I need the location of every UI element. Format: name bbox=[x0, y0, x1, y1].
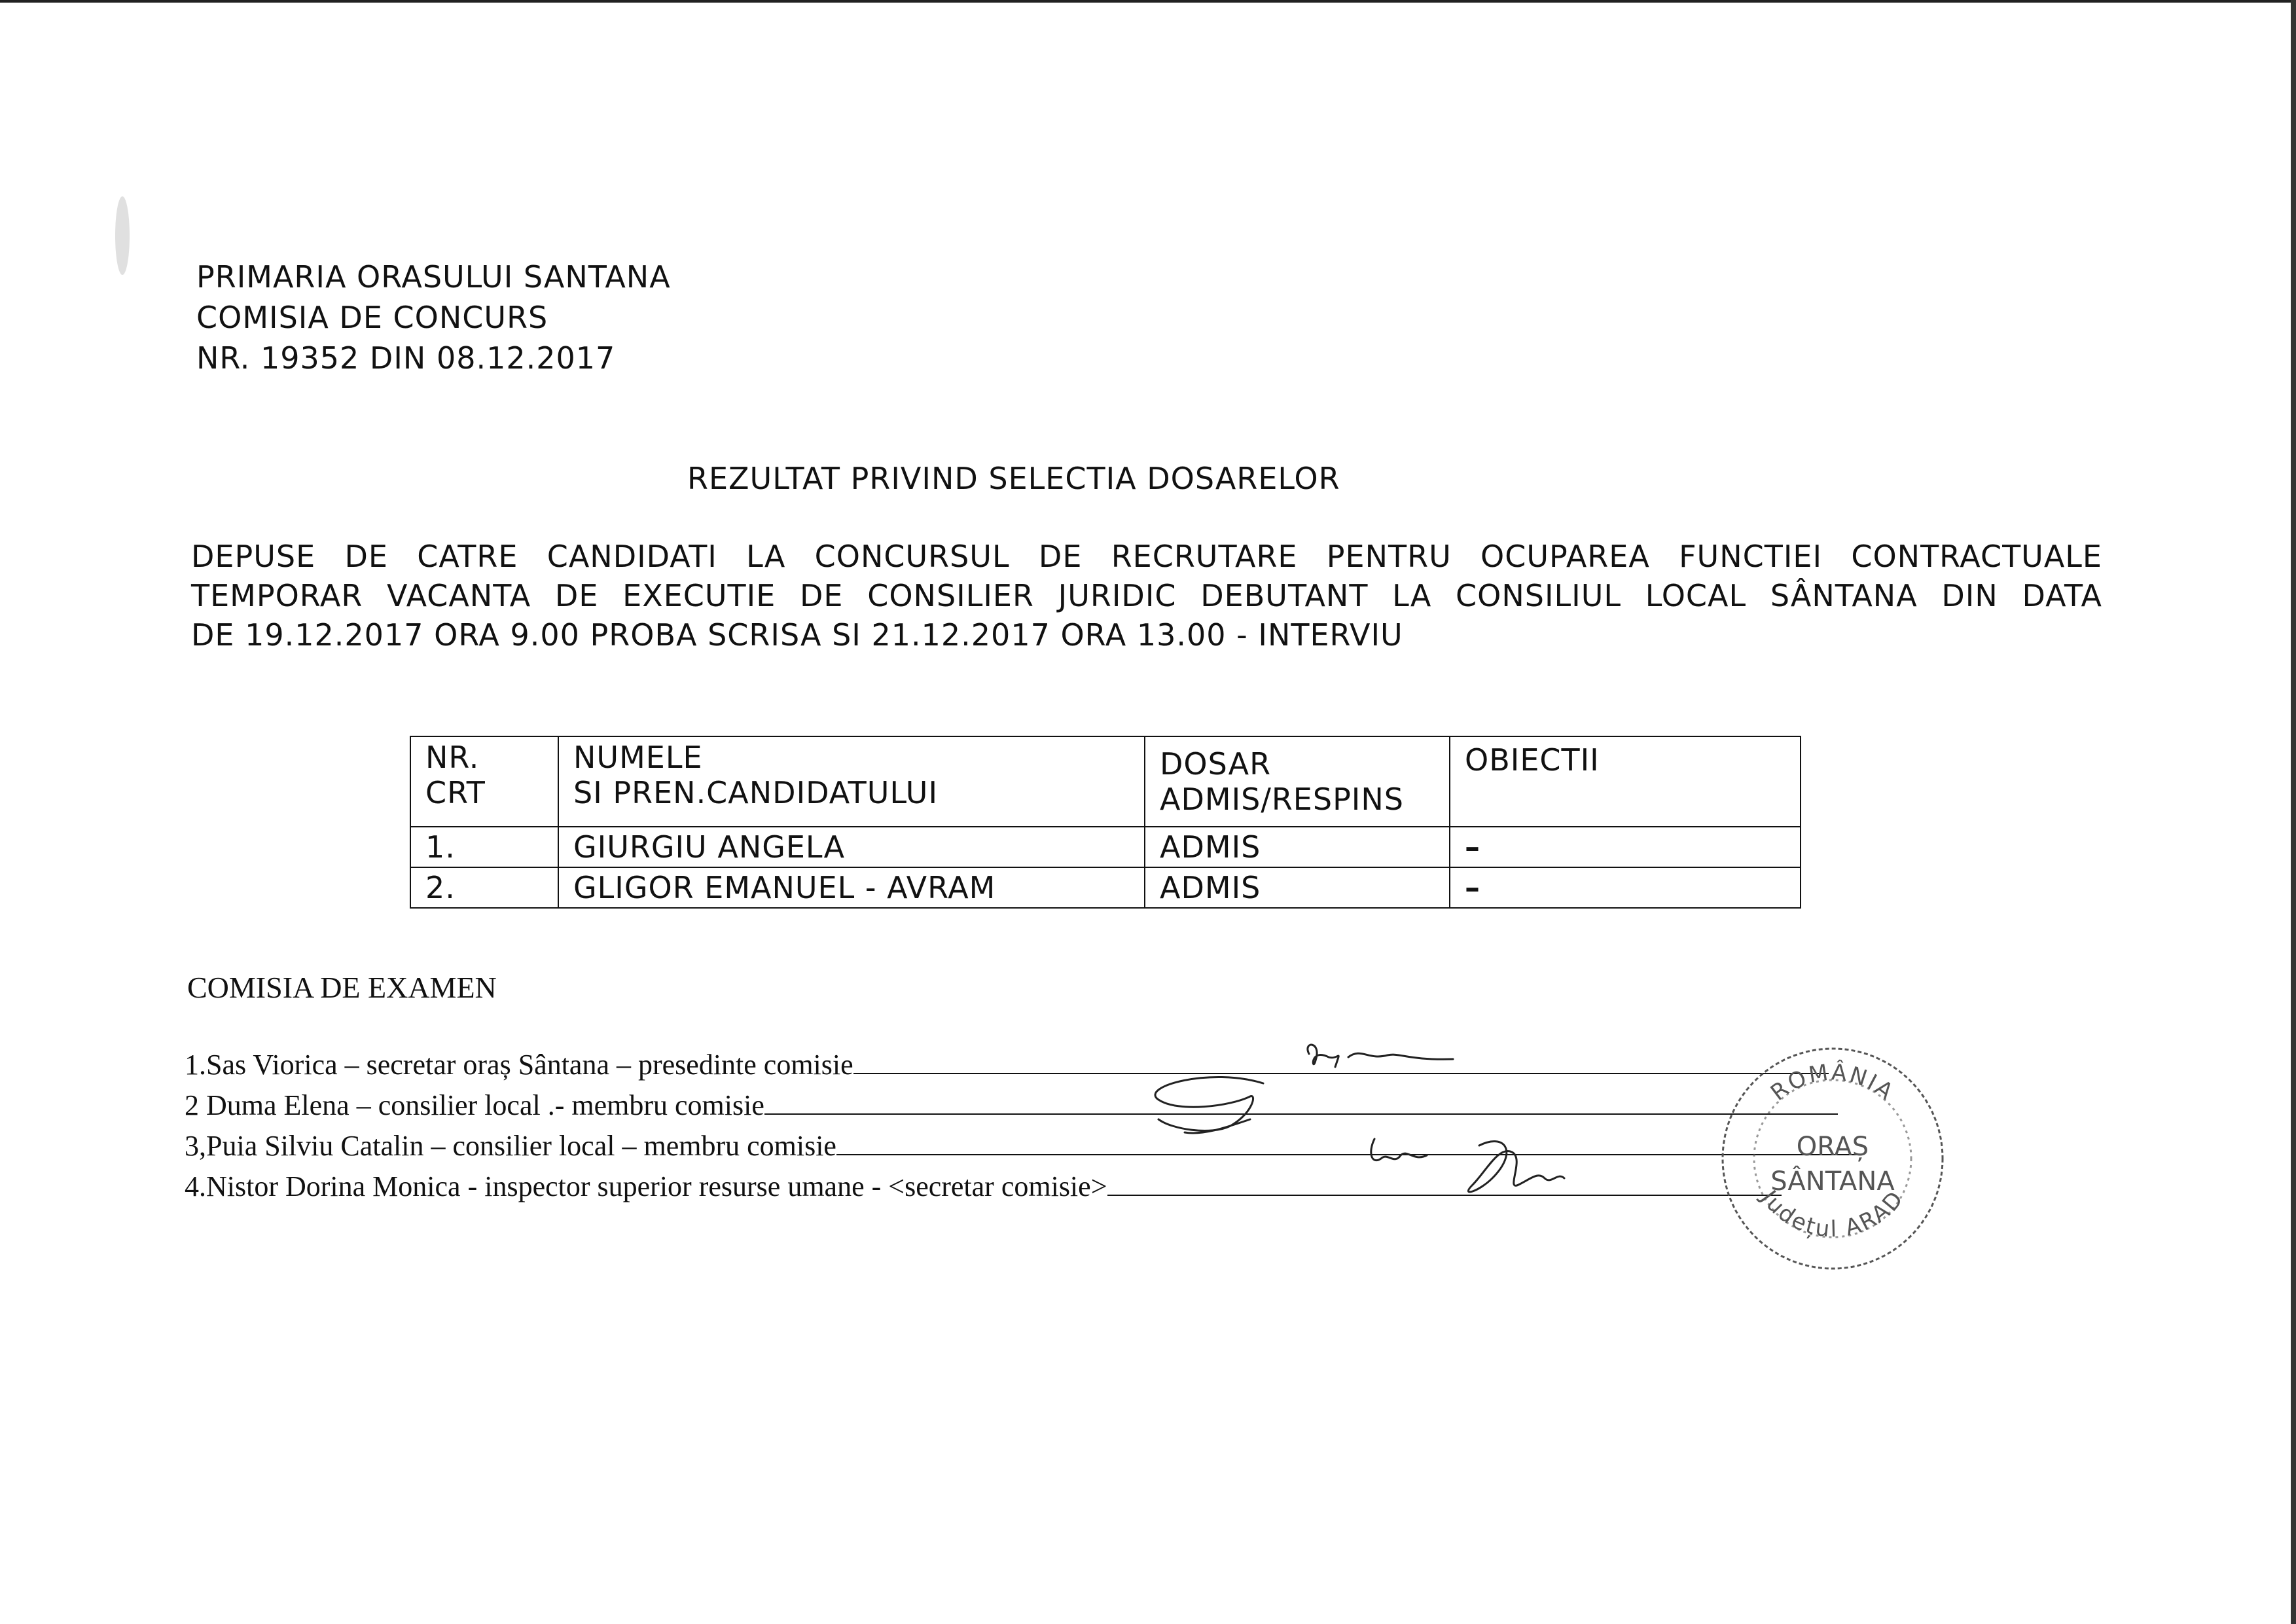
member-3: 3,Puia Silviu Catalin – consilier local – membru comisie bbox=[185, 1130, 836, 1162]
header-obiectii: OBIECTII bbox=[1450, 736, 1801, 827]
row-obiectii: – bbox=[1450, 867, 1801, 908]
row-nr: 2. bbox=[410, 867, 558, 908]
results-table bbox=[410, 736, 1801, 909]
member-2: 2 Duma Elena – consilier local .- membru comisie bbox=[185, 1089, 764, 1121]
member-4: 4.Nistor Dorina Monica - inspector superior resurse umane - <secretar comisie> bbox=[185, 1170, 1107, 1202]
table-row bbox=[410, 867, 1801, 908]
header-dosar-status bbox=[1145, 736, 1450, 827]
registration-number: NR. 19352 DIN 08.12.2017 bbox=[196, 340, 616, 376]
table-row bbox=[410, 827, 1801, 867]
row-candidate-name: GLIGOR EMANUEL - AVRAM bbox=[558, 867, 1145, 908]
row-candidate-name: GIURGIU ANGELA bbox=[558, 827, 1145, 867]
scan-smudge bbox=[115, 196, 130, 275]
header-dosar-line2: ADMIS/RESPINS bbox=[1160, 782, 1404, 817]
document-title: REZULTAT PRIVIND SELECTIA DOSARELOR bbox=[687, 461, 1340, 496]
signature-1 bbox=[1308, 1045, 1453, 1067]
document-description bbox=[191, 537, 2102, 655]
header-nr-line1: NR. bbox=[425, 740, 480, 775]
document-header bbox=[196, 257, 671, 378]
row-status: ADMIS bbox=[1145, 867, 1450, 908]
header-dosar-line1: DOSAR bbox=[1160, 746, 1272, 782]
header-name-line1: NUMELE bbox=[573, 740, 703, 775]
signature-3 bbox=[1371, 1139, 1427, 1161]
stamp-center-line2: SÂNTANA bbox=[1770, 1166, 1895, 1197]
official-stamp bbox=[1715, 1041, 1950, 1276]
stamp-bottom-text: Județul ARAD bbox=[1755, 1185, 1910, 1243]
row-nr: 1. bbox=[410, 827, 558, 867]
stamp-top-text: ROMÂNIA bbox=[1765, 1059, 1900, 1106]
description-line-2: TEMPORAR VACANTA DE EXECUTIE DE CONSILIER JURIDIC DEBUTANT LA CONSILIUL LOCAL SÂNTANA DIN DATA bbox=[191, 578, 2102, 613]
signature-2 bbox=[1155, 1077, 1263, 1132]
header-nr-line2: CRT bbox=[425, 775, 486, 810]
header-candidate-name bbox=[558, 736, 1145, 827]
member-1: 1.Sas Viorica – secretar oraș Sântana – presedinte comisie bbox=[185, 1049, 853, 1081]
row-obiectii: – bbox=[1450, 827, 1801, 867]
institution-name: PRIMARIA ORASULUI SANTANA bbox=[196, 259, 671, 295]
commission-name: COMISIA DE CONCURS bbox=[196, 300, 548, 335]
handwritten-signatures bbox=[1113, 1021, 1702, 1237]
scan-edge-right bbox=[2291, 0, 2296, 1624]
header-name-line2: SI PREN.CANDIDATULUI bbox=[573, 775, 939, 810]
table-header-row bbox=[410, 736, 1801, 827]
description-line-3: DE 19.12.2017 ORA 9.00 PROBA SCRISA SI 21.12.2017 ORA 13.00 - INTERVIU bbox=[191, 617, 1403, 653]
header-nr-crt bbox=[410, 736, 558, 827]
row-status: ADMIS bbox=[1145, 827, 1450, 867]
signature-4 bbox=[1468, 1142, 1564, 1192]
commission-title: COMISIA DE EXAMEN bbox=[187, 971, 497, 1004]
stamp-center-line1: ORAȘ bbox=[1796, 1132, 1869, 1162]
description-line-1: DEPUSE DE CATRE CANDIDATI LA CONCURSUL DE RECRUTARE PENTRU OCUPAREA FUNCTIEI CONTRACTUALE bbox=[191, 539, 2102, 574]
scan-edge-top bbox=[0, 0, 2296, 3]
